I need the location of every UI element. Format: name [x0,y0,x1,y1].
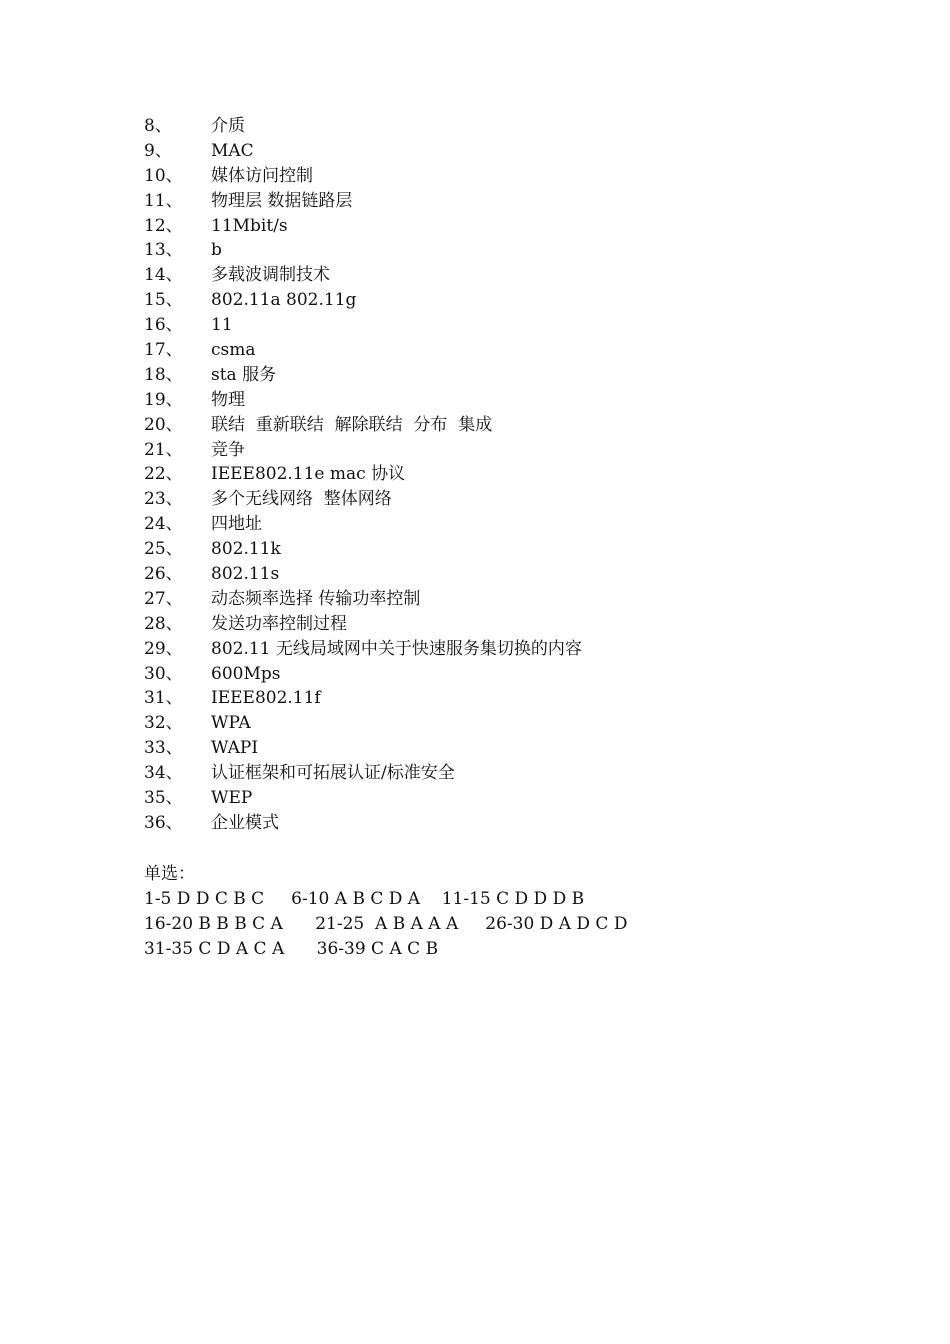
answer-row [144,388,844,413]
answer-row [144,363,844,388]
answer-number: 20、 [144,414,183,435]
answer-row [144,662,844,687]
answer-row [144,313,844,338]
answer-row [144,811,844,836]
answer-text: csma [211,340,256,361]
answer-row [144,711,844,736]
answer-text: 11Mbit/s [211,215,288,236]
answer-text: 802.11 无线局域网中关于快速服务集切换的内容 [211,638,582,659]
answer-row [144,537,844,562]
answer-row [144,761,844,786]
answer-row [144,686,844,711]
answer-row [144,189,844,214]
answer-number: 15、 [144,290,183,311]
answer-number: 16、 [144,315,183,336]
answer-text: 竞争 [211,439,245,460]
answer-text: 多载波调制技术 [211,265,330,286]
answer-row [144,612,844,637]
answer-text: 802.11k [211,539,281,560]
single-choice-heading: 单选： [144,864,195,884]
answer-row [144,736,844,761]
answer-text: b [211,240,222,261]
answer-number: 24、 [144,514,183,535]
answer-number: 21、 [144,439,183,460]
answer-number: 9、 [144,140,172,161]
fill-in-answer-list [144,114,844,836]
answer-text: WAPI [211,738,259,759]
answer-number: 10、 [144,165,183,186]
answer-row [144,562,844,587]
answer-text: 联结 重新联结 解除联结 分布 集成 [211,414,493,435]
answer-number: 25、 [144,539,183,560]
answer-number: 11、 [144,190,183,211]
single-choice-line: 16-20 B B B C A 21-25 A B A A A 26-30 D A D C D [144,914,628,934]
answer-number: 14、 [144,265,183,286]
answer-text: sta 服务 [211,364,277,385]
answer-text: 介质 [211,116,245,136]
single-choice-line: 31-35 C D A C A 36-39 C A C B [144,939,439,959]
answer-row [144,139,844,164]
answer-row [144,462,844,487]
answer-text: 物理层 数据链路层 [211,190,353,211]
answer-text: IEEE802.11f [211,688,321,709]
answer-number: 34、 [144,763,183,784]
answer-number: 8、 [144,116,172,136]
answer-text: 802.11a 802.11g [211,290,357,311]
answer-row [144,238,844,263]
answer-text: 多个无线网络 整体网络 [211,489,392,510]
answer-row [144,114,844,139]
answer-row [144,512,844,537]
answer-text: IEEE802.11e mac 协议 [211,464,406,485]
answer-row [144,786,844,811]
answer-number: 30、 [144,663,183,684]
answer-number: 29、 [144,638,183,659]
answer-row [144,164,844,189]
answer-text: MAC [211,140,254,161]
answer-text: 企业模式 [211,812,279,833]
answer-text: 802.11s [211,564,280,585]
answer-number: 12、 [144,215,183,236]
answer-number: 31、 [144,688,183,709]
answer-number: 13、 [144,240,183,261]
answer-number: 33、 [144,738,183,759]
answer-row [144,438,844,463]
answer-text: 媒体访问控制 [211,165,313,186]
answer-text: 发送功率控制过程 [211,613,347,634]
answer-number: 28、 [144,613,183,634]
answer-number: 18、 [144,364,183,385]
answer-text: WEP [211,788,253,809]
answer-text: 物理 [211,389,245,410]
answer-row [144,413,844,438]
answer-number: 32、 [144,713,183,734]
answer-number: 23、 [144,489,183,510]
answer-number: 36、 [144,812,183,833]
answer-number: 27、 [144,588,183,609]
answer-text: 动态频率选择 传输功率控制 [211,588,421,609]
answer-number: 22、 [144,464,183,485]
answer-row [144,214,844,239]
answer-number: 17、 [144,340,183,361]
answer-text: 四地址 [211,514,262,535]
answer-number: 26、 [144,564,183,585]
answer-text: 认证框架和可拓展认证/标准安全 [211,763,455,784]
answer-text: 600Mps [211,663,281,684]
answer-row [144,263,844,288]
answer-row [144,288,844,313]
answer-text: WPA [211,713,251,734]
single-choice-section [144,862,844,962]
answer-text: 11 [211,315,233,336]
answer-number: 35、 [144,788,183,809]
single-choice-line: 1-5 D D C B C 6-10 A B C D A 11-15 C D D D B [144,889,585,909]
answer-row [144,637,844,662]
answer-row [144,338,844,363]
answer-row [144,587,844,612]
answer-row [144,487,844,512]
answer-number: 19、 [144,389,183,410]
